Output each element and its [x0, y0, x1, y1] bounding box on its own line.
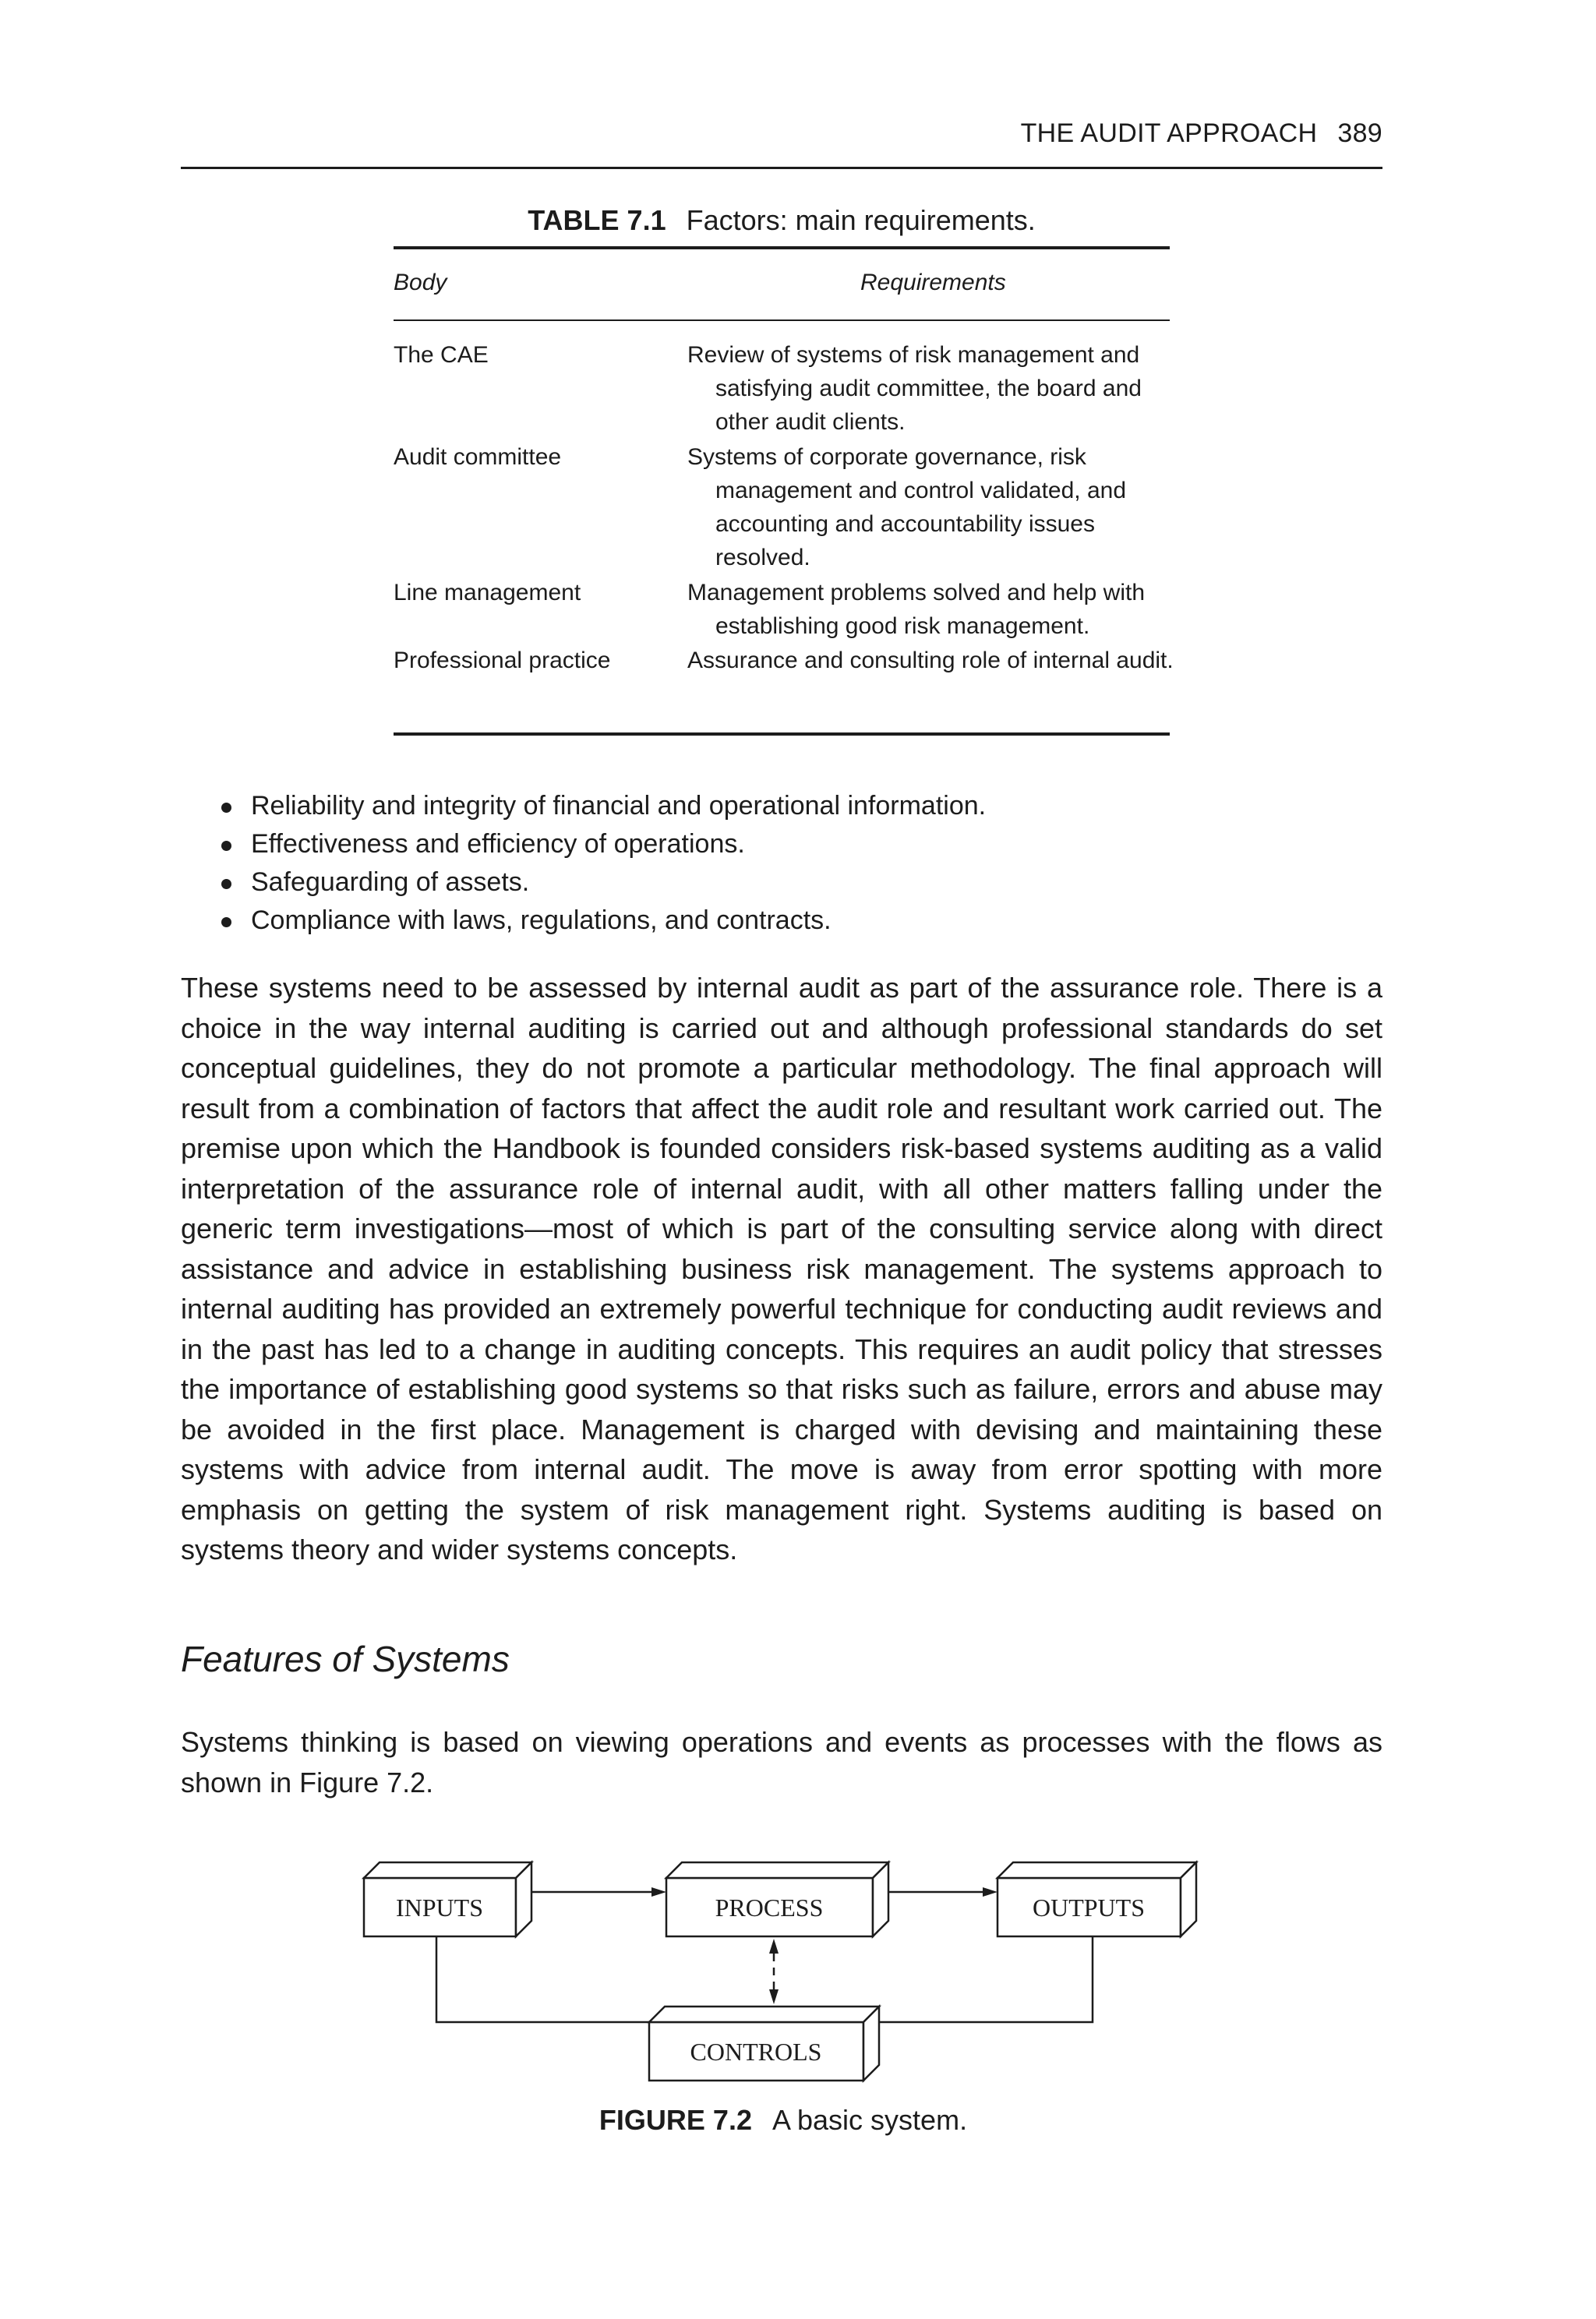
table-cell-requirements: Review of systems of risk management and satisfying audit committee, the board and other audit clients. — [687, 342, 1142, 435]
figure-label: FIGURE 7.2 — [598, 2104, 752, 2136]
figure-caption-text: A basic system. — [772, 2104, 968, 2136]
table-header-requirements: Requirements — [860, 270, 1006, 295]
table-cell-body: Professional practice — [394, 648, 611, 673]
arrowhead-icon — [651, 1887, 666, 1897]
table-cell-requirements: Assurance and consulting role of internal audit. — [687, 648, 1174, 673]
list-item: Safeguarding of assets. — [218, 863, 1379, 902]
arrowhead-icon — [983, 1887, 998, 1897]
process-label: PROCESS — [715, 1894, 824, 1922]
feedback-line-inputs — [436, 1936, 649, 2022]
table-cell-requirements: Management problems solved and help with establishing good risk management. — [687, 580, 1146, 639]
arrowhead-up-icon — [769, 1939, 779, 1954]
list-item: Compliance with laws, regulations, and contracts. — [218, 902, 1379, 940]
inputs-label: INPUTS — [395, 1894, 484, 1922]
outputs-label: OUTPUTS — [1032, 1894, 1146, 1922]
body-paragraph: These systems need to be assessed by internal audit as part of the assurance role. There is a choice in the way internal auditing is carried out and although professional standards do set conceptual guidelines, they do not promote a particular methodology. The final approach will result from a combination of factors that affect the audit role and resultant work carried out. The premise upon which the Handbook is founded considers risk-based systems auditing as a valid interpretation of the assurance role of internal audit, with all other matters falling under the generic term investigations—most of which is part of the consulting service along with direct assistance and advice in establishing business risk management. The systems approach to internal auditing has provided an extremely powerful technique for conducting audit reviews and in the past has led to a change in auditing concepts. This requires an audit policy that stresses the importance of establishing good systems so that risks such as failure, errors and abuse may be avoided in the first place. Management is charged with devising and maintaining these systems with advice from internal audit. The move is away from error spotting with more emphasis on getting the system of risk management right. Systems auditing is based on systems theory and wider systems concepts. — [181, 972, 1382, 1565]
intro-paragraph: Systems thinking is based on viewing operations and events as processes with the flows as shown in Figure 7.2. — [181, 1726, 1382, 1798]
list-item: Effectiveness and efficiency of operations. — [218, 825, 1379, 863]
table-cell-body: Line management — [394, 580, 581, 605]
table-top-rule — [394, 246, 1170, 249]
arrowhead-down-icon — [769, 1989, 779, 2004]
table-header-body: Body — [394, 270, 447, 295]
feedback-line-outputs — [879, 1936, 1093, 2022]
table-caption-text: Factors: main requirements. — [686, 204, 1036, 236]
table-bottom-rule — [394, 732, 1170, 736]
system-diagram — [351, 1847, 1247, 2088]
figure-caption — [394, 2104, 1173, 2137]
table-cell-body: The CAE — [394, 342, 489, 368]
list-item: Reliability and integrity of financial and operational information. — [218, 787, 1379, 825]
header-title: THE AUDIT APPROACH — [1020, 118, 1318, 148]
table-cell-body: Audit committee — [394, 444, 562, 470]
table-header-rule — [394, 319, 1170, 321]
header-rule — [181, 167, 1382, 169]
table-label: TABLE 7.1 — [528, 204, 666, 236]
controls-label: CONTROLS — [690, 2038, 822, 2066]
running-header — [181, 118, 1382, 149]
section-heading: Features of Systems — [181, 1639, 510, 1679]
table-cell-requirements: Systems of corporate governance, risk management and control validated, and accounting and accountability issues resolved. — [687, 444, 1127, 570]
table-caption — [394, 204, 1170, 237]
bullet-list — [218, 787, 1379, 940]
page-number: 389 — [1337, 118, 1382, 148]
